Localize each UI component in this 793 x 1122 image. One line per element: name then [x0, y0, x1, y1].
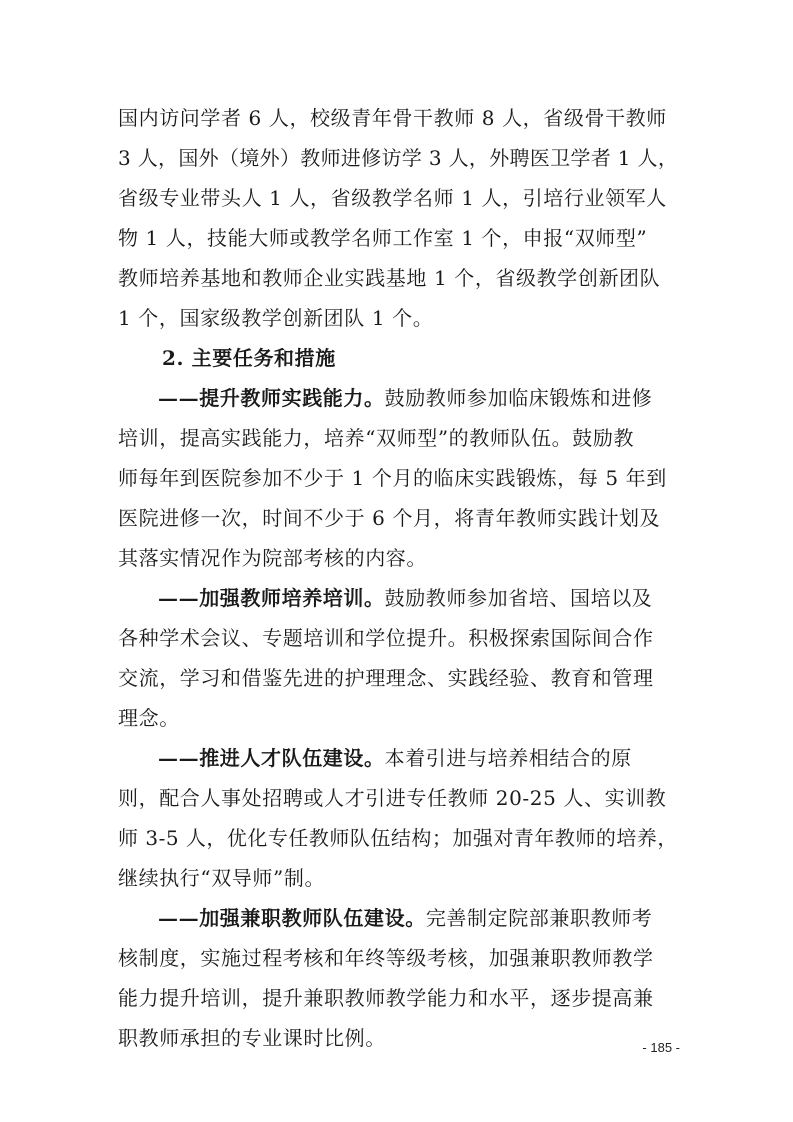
paragraph-4-line-2: 核制度，实施过程考核和年终等级考核，加强兼职教师教学	[118, 946, 654, 970]
paragraph-4-line-4: 职教师承担的专业课时比例。	[118, 1026, 386, 1050]
paragraph-1-line-2: 培训，提高实践能力，培养“双师型”的教师队伍。鼓励教	[118, 426, 635, 450]
section-heading: 2. 主要任务和措施	[162, 346, 336, 370]
paragraph-3-line-2: 则，配合人事处招聘或人才引进专任教师 20-25 人、实训教	[118, 786, 667, 810]
intro-line-6: 1 个，国家级教学创新团队 1 个。	[118, 306, 434, 330]
paragraph-1-line-3: 师每年到医院参加不少于 1 个月的临床实践锻炼，每 5 年到	[118, 466, 667, 490]
paragraph-1-lead: ——提升教师实践能力。	[158, 386, 385, 410]
paragraph-2-lead: ——加强教师培养培训。	[158, 586, 385, 610]
paragraph-4-first: 完善制定院部兼职教师考	[425, 906, 653, 930]
page-number: - 185 -	[642, 1040, 680, 1055]
paragraph-3-line-4: 继续执行“双导师”制。	[118, 866, 326, 890]
paragraph-2-line-3: 交流，学习和借鉴先进的护理理念、实践经验、教育和管理	[118, 666, 654, 690]
paragraph-2-line-2: 各种学术会议、专题培训和学位提升。积极探索国际间合作	[118, 626, 654, 650]
intro-line-2: 3 人，国外（境外）教师进修访学 3 人，外聘医卫学者 1 人，	[118, 146, 679, 170]
paragraph-3-first: 本着引进与培养相结合的原	[384, 746, 632, 770]
paragraph-4-lead: ——加强兼职教师队伍建设。	[158, 906, 426, 930]
intro-line-3: 省级专业带头人 1 人，省级教学名师 1 人，引培行业领军人	[118, 186, 667, 210]
paragraph-1-first: 鼓励教师参加临床锻炼和进修	[384, 386, 653, 410]
paragraph-1-line-5: 其落实情况作为院部考核的内容。	[118, 546, 427, 570]
intro-line-5: 教师培养基地和教师企业实践基地 1 个，省级教学创新团队	[118, 266, 661, 290]
paragraph-2-first: 鼓励教师参加省培、国培以及	[384, 586, 653, 610]
paragraph-3-line-3: 师 3-5 人，优化专任教师队伍结构；加强对青年教师的培养，	[118, 826, 678, 850]
paragraph-2-line-4: 理念。	[118, 706, 180, 730]
paragraph-1-line-4: 医院进修一次，时间不少于 6 个月，将青年教师实践计划及	[118, 506, 661, 530]
paragraph-3-first-line	[158, 738, 632, 778]
paragraph-2-first-line	[158, 578, 652, 618]
paragraph-1-first-line	[158, 378, 652, 418]
paragraph-4-first-line	[158, 898, 652, 938]
intro-line-4: 物 1 人，技能大师或教学名师工作室 1 个，申报“双师型”	[118, 226, 648, 250]
paragraph-4-line-3: 能力提升培训，提升兼职教师教学能力和水平，逐步提高兼	[118, 986, 654, 1010]
intro-line-1: 国内访问学者 6 人，校级青年骨干教师 8 人，省级骨干教师	[118, 106, 667, 130]
paragraph-3-lead: ——推进人才队伍建设。	[158, 746, 385, 770]
